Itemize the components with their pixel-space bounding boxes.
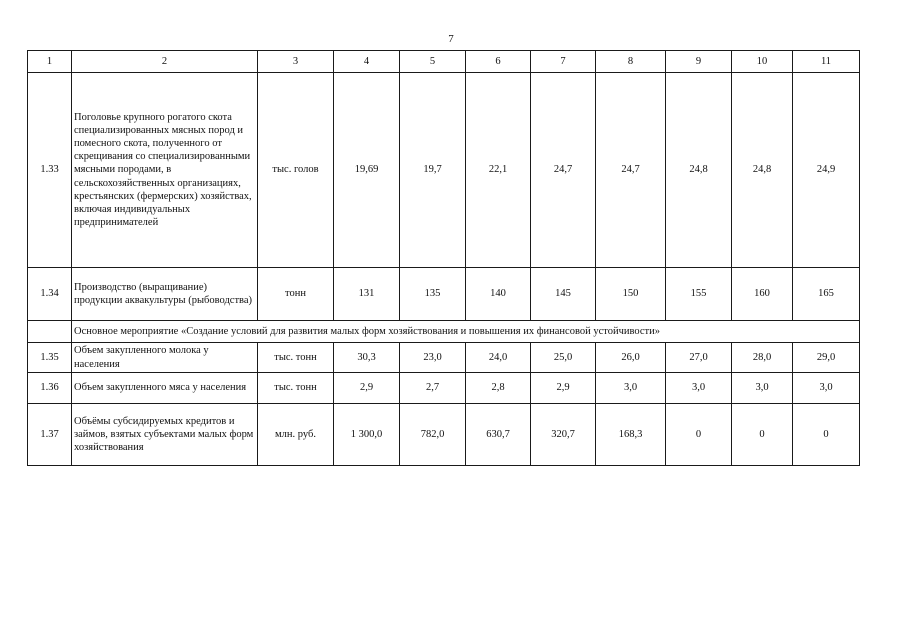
value-cell: 155: [666, 268, 732, 321]
value-cell: 3,0: [596, 373, 666, 404]
row-unit: тыс. тонн: [258, 373, 334, 404]
value-cell: 22,1: [466, 73, 531, 268]
section-row: [28, 321, 860, 343]
row-description: Поголовье крупного рогатого скота специализированных мясных пород и помесного скота, полученного от скрещивания со специализированными мясными породами, в сельскохозяйственных организациях, крестьянских (фермерских) хозяйствах, включая индивидуальных предпринимателей: [72, 73, 258, 268]
value-cell: 0: [793, 404, 860, 466]
header-cell: 6: [466, 51, 531, 73]
value-cell: 145: [531, 268, 596, 321]
value-cell: 140: [466, 268, 531, 321]
value-cell: 24,8: [732, 73, 793, 268]
header-cell: 4: [334, 51, 400, 73]
value-cell: 19,7: [400, 73, 466, 268]
indicators-table: [27, 50, 860, 466]
value-cell: 131: [334, 268, 400, 321]
value-cell: 24,9: [793, 73, 860, 268]
header-cell: 7: [531, 51, 596, 73]
value-cell: 168,3: [596, 404, 666, 466]
table-row: [28, 343, 860, 373]
value-cell: 320,7: [531, 404, 596, 466]
value-cell: 23,0: [400, 343, 466, 373]
value-cell: 30,3: [334, 343, 400, 373]
value-cell: 630,7: [466, 404, 531, 466]
value-cell: 150: [596, 268, 666, 321]
table-row: [28, 268, 860, 321]
row-description: Объем закупленного молока у населения: [72, 343, 258, 373]
value-cell: 2,8: [466, 373, 531, 404]
value-cell: 26,0: [596, 343, 666, 373]
value-cell: 24,7: [596, 73, 666, 268]
header-cell: 11: [793, 51, 860, 73]
value-cell: 135: [400, 268, 466, 321]
row-description: Производство (выращивание) продукции аквакультуры (рыбоводства): [72, 268, 258, 321]
value-cell: 2,9: [531, 373, 596, 404]
header-cell: 3: [258, 51, 334, 73]
value-cell: 0: [732, 404, 793, 466]
value-cell: 160: [732, 268, 793, 321]
header-cell: 8: [596, 51, 666, 73]
row-number: 1.37: [28, 404, 72, 466]
value-cell: 2,9: [334, 373, 400, 404]
row-number: 1.35: [28, 343, 72, 373]
value-cell: 3,0: [793, 373, 860, 404]
value-cell: 1 300,0: [334, 404, 400, 466]
row-description: Объем закупленного мяса у населения: [72, 373, 258, 404]
row-description: Объёмы субсидируемых кредитов и займов, взятых субъектами малых форм хозяйствования: [72, 404, 258, 466]
value-cell: 2,7: [400, 373, 466, 404]
value-cell: 28,0: [732, 343, 793, 373]
value-cell: 29,0: [793, 343, 860, 373]
section-title: Основное мероприятие «Создание условий для развития малых форм хозяйствования и повышения их финансовой устойчивости»: [72, 321, 860, 343]
value-cell: 3,0: [666, 373, 732, 404]
header-row: [28, 51, 860, 73]
row-unit: тонн: [258, 268, 334, 321]
row-number: 1.34: [28, 268, 72, 321]
table-row: [28, 73, 860, 268]
value-cell: 19,69: [334, 73, 400, 268]
header-cell: 5: [400, 51, 466, 73]
row-unit: тыс. голов: [258, 73, 334, 268]
value-cell: 3,0: [732, 373, 793, 404]
value-cell: 782,0: [400, 404, 466, 466]
header-cell: 1: [28, 51, 72, 73]
table-row: [28, 373, 860, 404]
row-unit: тыс. тонн: [258, 343, 334, 373]
page-number: 7: [448, 33, 454, 45]
row-number: 1.33: [28, 73, 72, 268]
header-cell: 9: [666, 51, 732, 73]
row-number: 1.36: [28, 373, 72, 404]
header-cell: 2: [72, 51, 258, 73]
row-unit: млн. руб.: [258, 404, 334, 466]
value-cell: 0: [666, 404, 732, 466]
table-row: [28, 404, 860, 466]
section-spacer: [28, 321, 72, 343]
value-cell: 25,0: [531, 343, 596, 373]
value-cell: 24,8: [666, 73, 732, 268]
header-cell: 10: [732, 51, 793, 73]
value-cell: 27,0: [666, 343, 732, 373]
value-cell: 165: [793, 268, 860, 321]
value-cell: 24,0: [466, 343, 531, 373]
value-cell: 24,7: [531, 73, 596, 268]
